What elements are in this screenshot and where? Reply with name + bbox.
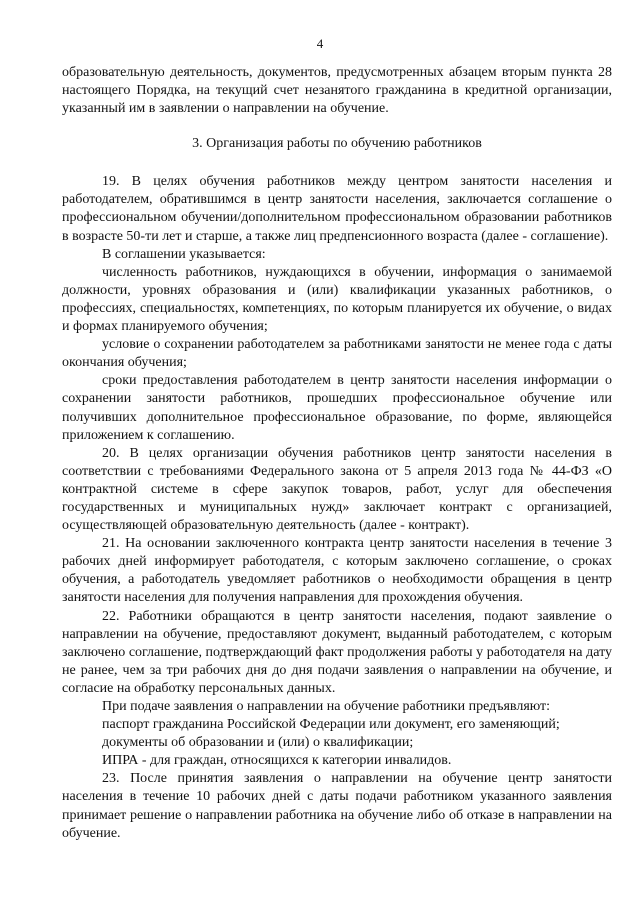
paragraph-22: 22. Работники обращаются в центр занятости населения, подают заявление о направлении на обучение, предоставляют документ, выданный работодателем, с которым заключено соглашение, подтверждающий факт продолжения работы у работодателя на дату не ранее, чем за три рабочих дня до дня подачи заявления о направлении на обучение, и согласие на обработку персональных данных.: [62, 608, 612, 696]
paragraph-21: 21. На основании заключенного контракта центр занятости населения в течение 3 рабочих дней информирует работодателя, с которым заключено соглашение, о сроках обучения, а работодатель уведомляет работников о необходимости обращения в центр занятости населения для получения направления для прохождения обучения.: [62, 536, 612, 606]
document-body: [62, 64, 612, 843]
paragraph-document-ipra: ИПРА - для граждан, относящихся к категории инвалидов.: [102, 753, 452, 769]
paragraph-agreement-item-2: условие о сохранении работодателем за работниками занятости не менее года с даты окончания обучения;: [62, 337, 612, 371]
paragraph-agreement-intro: В соглашении указывается:: [102, 246, 266, 262]
paragraph-agreement-item-3: сроки предоставления работодателем в центр занятости населения информации о сохранении занятости работников, прошедших профессиональное обучение или получивших дополнительное профессиональное образование, по форме, являющейся приложением к соглашению.: [62, 373, 612, 443]
paragraph-document-passport: паспорт гражданина Российской Федерации или документ, его заменяющий;: [102, 717, 560, 733]
paragraph-documents-intro: При подаче заявления о направлении на обучение работники предъявляют:: [102, 699, 551, 714]
paragraph-19: 19. В целях обучения работников между центром занятости населения и работодателем, обратившимся в центр занятости населения, заключается соглашение о профессиональном обучении/дополнительном профессиональном образовании работников в возрасте 50-ти лет и старше, а также лиц предпенсионного возраста (далее - соглашение).: [62, 174, 612, 244]
section-title: 3. Организация работы по обучению работников: [192, 136, 482, 152]
page-number: 4: [316, 36, 324, 51]
paragraph-document-education: документы об образовании и (или) о квалификации;: [102, 735, 414, 751]
paragraph-23: 23. После принятия заявления о направлении на обучение центр занятости населения в течение 10 рабочих дней с даты подачи работником указанного заявления принимает решение о направлении работника на обучение либо об отказе в направлении на обучение.: [62, 771, 612, 841]
intro-paragraph: образовательную деятельность, документов, предусмотренных абзацем вторым пункта 28 настоящего Порядка, на текущий счет незанятого гражданина в кредитной организации, указанный им в заявлении о направлении на обучение.: [62, 65, 612, 117]
paragraph-20: 20. В целях организации обучения работников центр занятости населения в соответствии с требованиями Федерального закона от 5 апреля 2013 года № 44-ФЗ «О контрактной системе в сфере закупок товаров, работ, услуг для обеспечения государственных и муниципальных нужд» заключает контракт с организацией, осуществляющей образовательную деятельность (далее - контракт).: [62, 445, 612, 534]
paragraph-agreement-item-1: численность работников, нуждающихся в обучении, информация о занимаемой должности, уровнях образования и (или) квалификации указанных работников, о профессиях, специальностях, компетенциях, по которым планируется их обучение, о видах и формах планируемого обучения;: [62, 264, 612, 335]
